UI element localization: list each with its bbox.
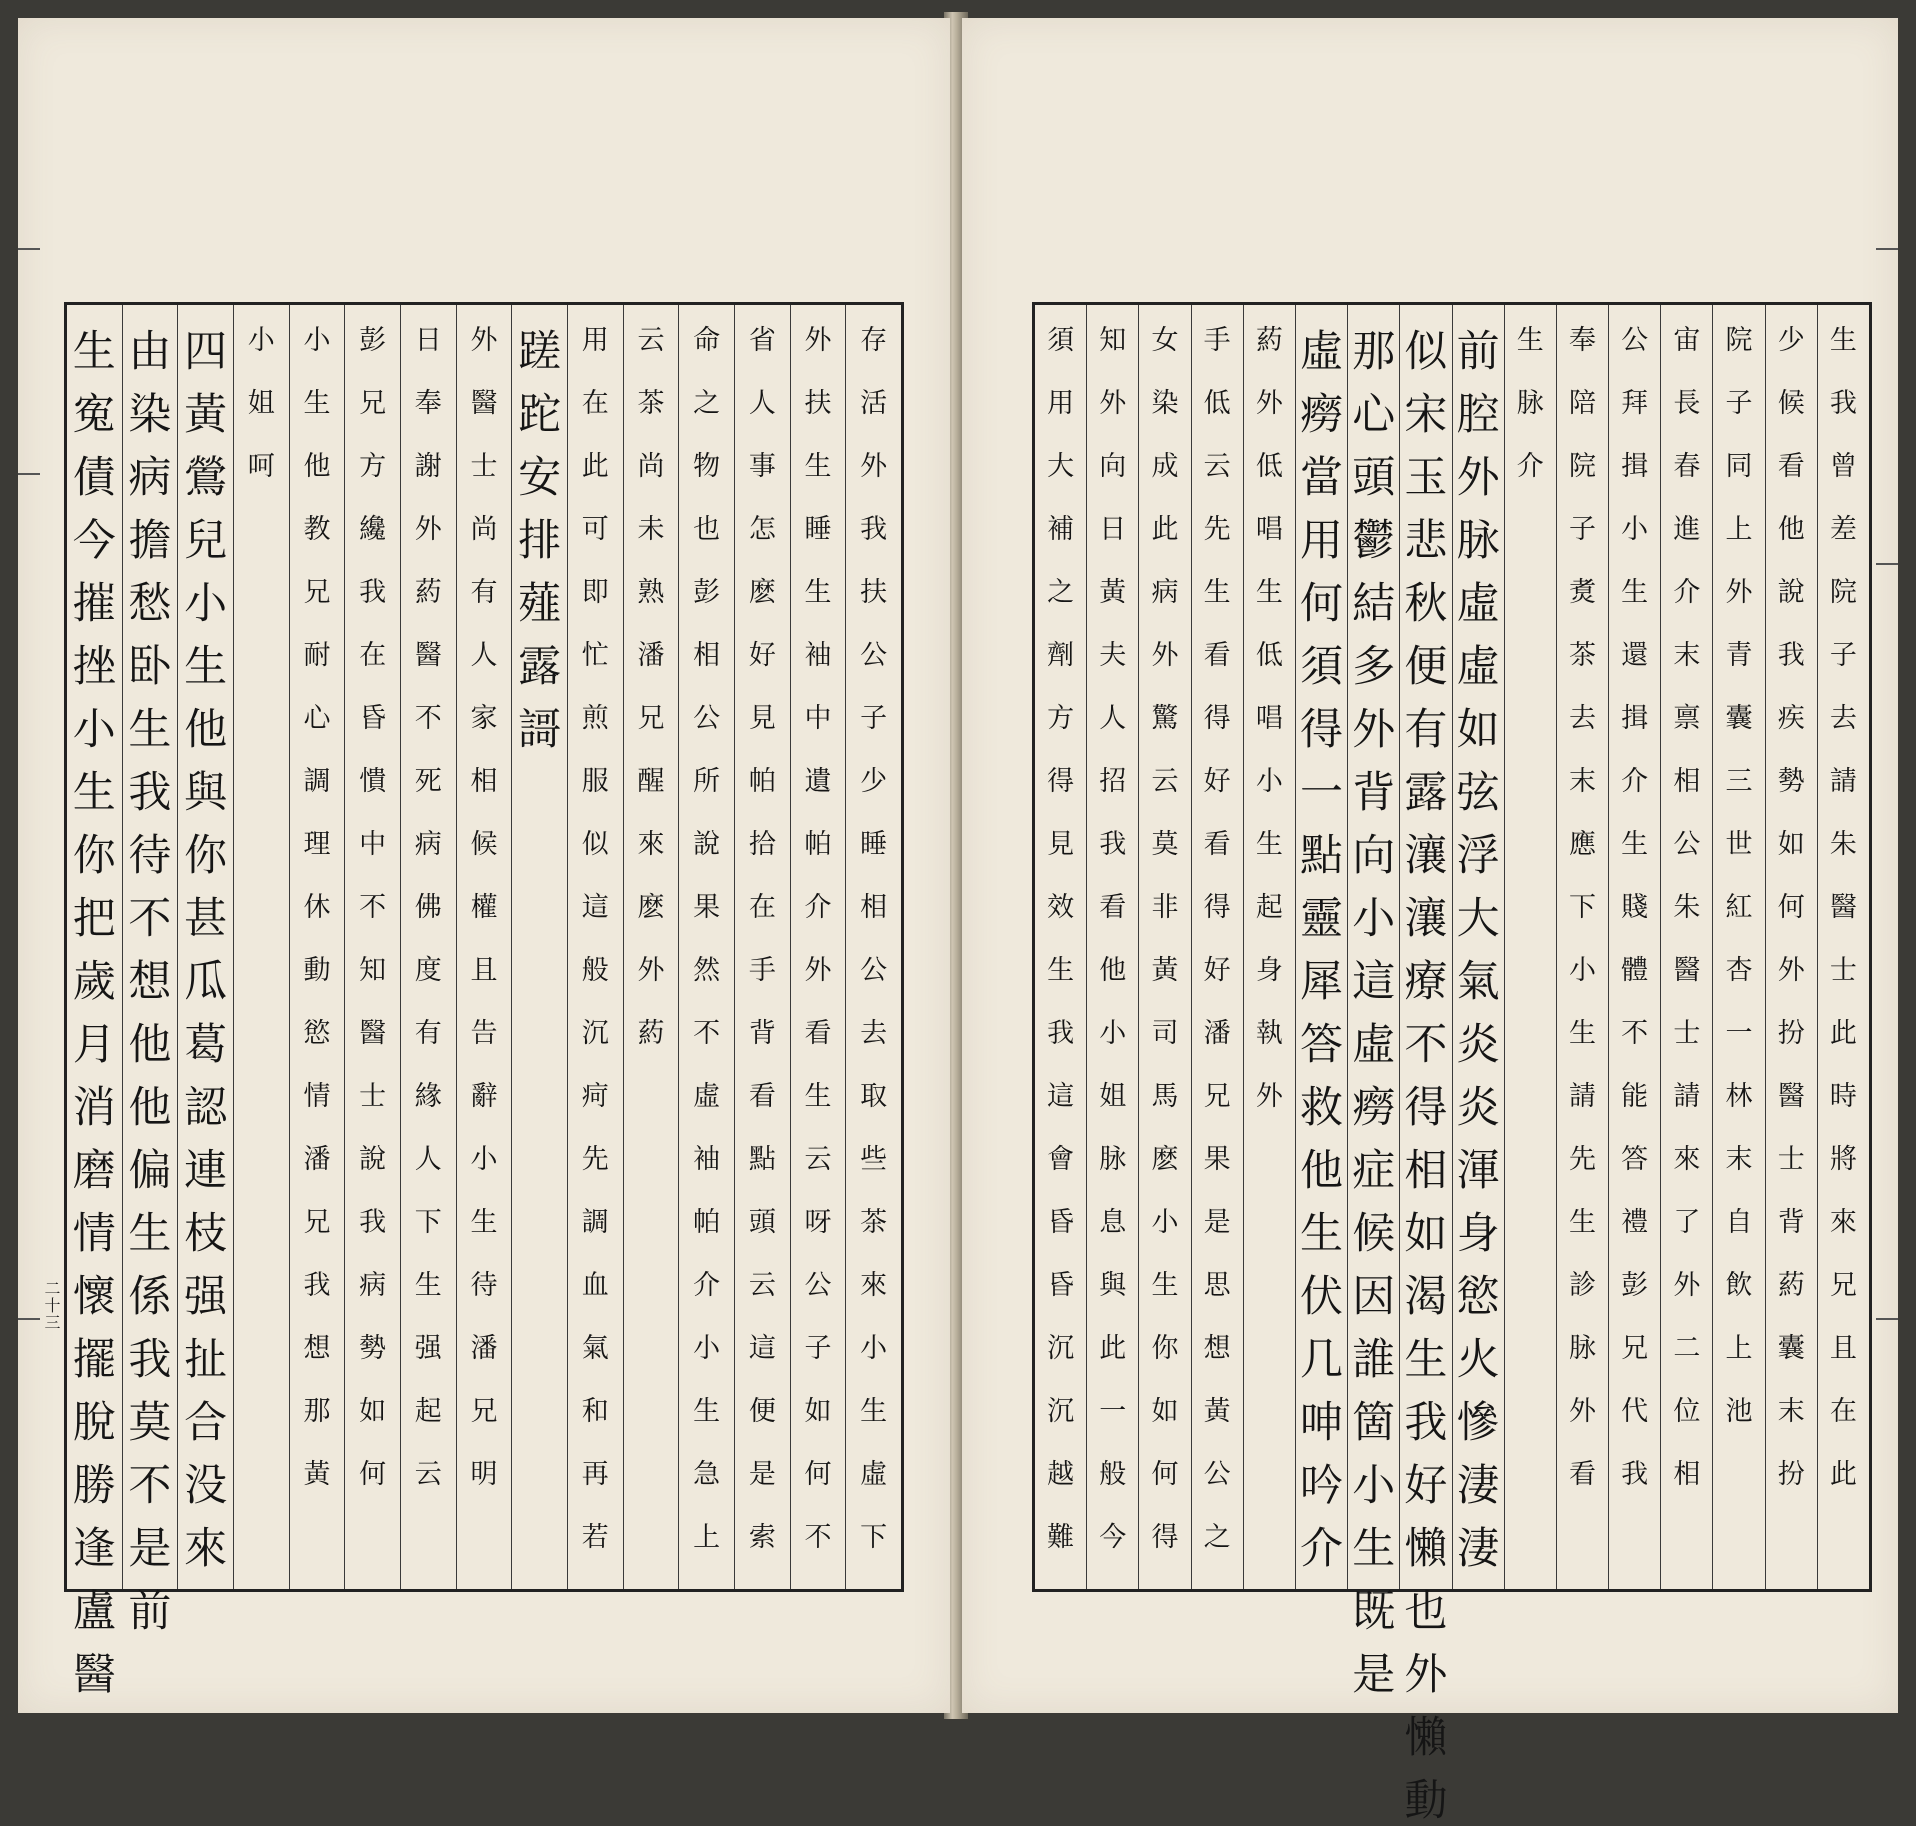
right-text-column: 前 腔 外 脉 虛 虛 如 弦 浮 大 氣 炎 炎 渾 身 慾 火 慘 淒 淒 [1452, 305, 1504, 1589]
right-text-column: 手 低 云 先 生 看 得 好 看 得 好 潘 兄 果 是 思 想 黃 公 之 [1191, 305, 1243, 1589]
right-text-column: 女 染 成 此 病 外 驚 云 莫 非 黃 司 馬 麽 小 生 你 如 何 得 [1138, 305, 1190, 1589]
left-text-column: 四 黃 鶯 兒 小 生 他 與 你 甚 瓜 葛 認 連 枝 强 扯 合 没 來 [177, 305, 233, 1589]
right-text-column: 虛 癆 當 用 何 須 得 一 點 靈 犀 答 救 他 生 伏 几 呻 吟 介 [1295, 305, 1347, 1589]
right-page [962, 18, 1898, 1826]
right-text-column: 那 心 頭 鬱 結 多 外 背 向 小 這 虛 癆 症 候 因 誰 箇 小 生 既 是 [1347, 305, 1399, 1589]
left-text-column: 外 扶 生 睡 生 袖 中 遺 帕 介 外 看 生 云 呀 公 子 如 何 不 [790, 305, 846, 1589]
right-text-column: 生 脉 介 [1504, 305, 1556, 1589]
right-text-column: 公 拜 揖 小 生 還 揖 介 生 賤 體 不 能 答 禮 彭 兄 代 我 [1608, 305, 1660, 1589]
right-text-column: 院 子 同 上 外 青 囊 三 世 紅 杏 一 林 末 自 飲 上 池 [1712, 305, 1764, 1589]
left-text-column: 外 醫 士 尚 有 人 家 相 候 權 且 告 辭 小 生 待 潘 兄 明 [456, 305, 512, 1589]
left-text-column: 云 茶 尚 未 熟 潘 兄 醒 來 麽 外 葯 [623, 305, 679, 1589]
left-text-column: 省 人 事 怎 麽 好 見 帕 拾 在 手 背 看 點 頭 云 這 便 是 索 [734, 305, 790, 1589]
left-text-column: 蹉 跎 安 排 薤 露 謌 [511, 305, 567, 1589]
left-text-column: 日 奉 謝 外 葯 醫 不 死 病 佛 度 有 緣 人 下 生 强 起 云 [400, 305, 456, 1589]
right-edge-mark [1876, 1318, 1898, 1320]
right-text-column: 奉 陪 院 子 煑 茶 去 末 應 下 小 生 請 先 生 診 脉 外 看 [1556, 305, 1608, 1589]
left-text-column: 生 寃 債 今 摧 挫 小 生 你 把 歲 月 消 磨 情 懷 擺 脫 勝 逢 盧 醫 [72, 327, 116, 1700]
left-edge-mark [18, 473, 40, 475]
folio-number: 二十三 [42, 1280, 61, 1331]
right-text-column: 須 用 大 補 之 劑 方 得 見 效 生 我 這 會 昏 昏 沉 沉 越 難 [1047, 325, 1075, 1553]
left-text-column: 小 姐 呵 [233, 305, 289, 1589]
left-edge-mark [18, 248, 40, 250]
right-text-frame [1032, 302, 1872, 1826]
right-edge-mark [1876, 563, 1898, 565]
left-text-column: 由 染 病 擔 愁 卧 生 我 待 不 想 他 他 偏 生 係 我 莫 不 是 前 [122, 305, 178, 1589]
left-page [18, 18, 950, 1713]
right-text-column: 葯 外 低 唱 生 低 唱 小 生 起 身 執 外 [1243, 305, 1295, 1589]
right-text-column: 宙 長 春 進 介 末 禀 相 公 朱 醫 士 請 來 了 外 二 位 相 [1660, 305, 1712, 1589]
left-edge-mark [18, 1318, 40, 1320]
left-text-column: 用 在 此 可 即 忙 煎 服 似 這 般 沉 疴 先 調 血 氣 和 再 若 [567, 305, 623, 1589]
left-columns [67, 305, 901, 1700]
left-text-column: 彭 兄 方 纔 我 在 昏 憒 中 不 知 醫 士 說 我 病 勢 如 何 [344, 305, 400, 1589]
right-columns [1035, 305, 1869, 1826]
left-text-column: 命 之 物 也 彭 相 公 所 說 果 然 不 虛 袖 帕 介 小 生 急 上 [678, 305, 734, 1589]
right-text-column: 似 宋 玉 悲 秋 便 有 露 瀼 瀼 療 不 得 相 如 渴 生 我 好 懶 也 外 懶 動 [1399, 305, 1451, 1589]
left-text-column: 小 生 他 教 兄 耐 心 調 理 休 動 慾 情 潘 兄 我 想 那 黃 [289, 305, 345, 1589]
right-text-column: 生 我 曾 差 院 子 去 請 朱 醫 士 此 時 將 來 兄 且 在 此 [1817, 305, 1869, 1589]
left-text-column: 存 活 外 我 扶 公 子 少 睡 相 公 去 取 些 茶 來 小 生 虛 下 [845, 305, 901, 1589]
left-text-frame [64, 302, 904, 1700]
right-edge-mark [1876, 248, 1898, 250]
right-text-column: 知 外 向 日 黃 夫 人 招 我 看 他 小 姐 脉 息 與 此 一 般 今 [1086, 305, 1138, 1589]
right-text-column: 少 候 看 他 說 我 疾 勢 如 何 外 扮 醫 士 背 葯 囊 末 扮 [1765, 305, 1817, 1589]
